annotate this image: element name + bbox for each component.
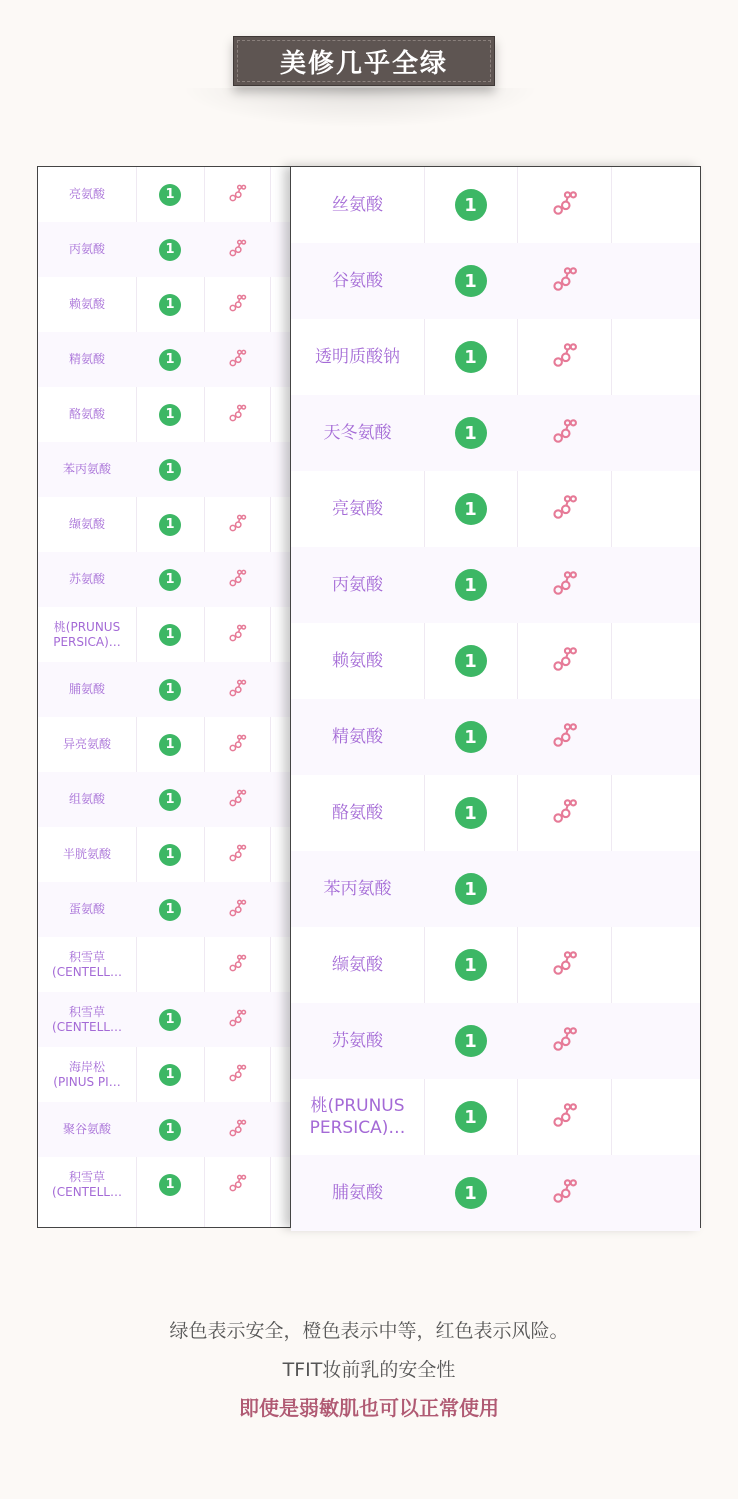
ingredient-row <box>291 927 700 1003</box>
safety-cell <box>424 721 517 753</box>
safety-score-badge: 1 <box>159 514 181 536</box>
feature-cell <box>517 1025 611 1057</box>
safety-cell <box>136 459 204 481</box>
safety-cell <box>424 1025 517 1057</box>
ingredient-row <box>38 1102 316 1157</box>
ingredient-row <box>38 607 316 662</box>
safety-cell <box>136 404 204 426</box>
moisturizing-molecule-icon <box>227 1173 247 1197</box>
feature-cell <box>204 183 270 207</box>
ingredient-name: 蛋氨酸 <box>68 902 105 916</box>
ingredient-row <box>291 471 700 547</box>
feature-cell <box>204 1008 270 1032</box>
ingredient-name: 苯丙氨酸 <box>323 879 392 899</box>
safety-cell <box>136 844 204 866</box>
ingredient-name: 脯氨酸 <box>68 682 105 696</box>
moisturizing-molecule-icon <box>227 1063 247 1087</box>
moisturizing-molecule-icon <box>550 341 578 373</box>
feature-cell <box>517 189 611 221</box>
ingredient-row <box>291 319 700 395</box>
ingredient-name: 赖氨酸 <box>332 651 383 671</box>
ingredient-row <box>38 992 316 1047</box>
feature-cell <box>204 568 270 592</box>
moisturizing-molecule-icon <box>227 293 247 317</box>
moisturizing-molecule-icon <box>227 238 247 262</box>
safety-score-badge: 1 <box>455 189 487 221</box>
safety-score-badge: 1 <box>455 949 487 981</box>
ingredient-row <box>291 851 700 927</box>
safety-cell <box>424 189 517 221</box>
feature-cell <box>204 403 270 427</box>
moisturizing-molecule-icon <box>550 1101 578 1133</box>
ingredient-row <box>38 387 316 442</box>
ingredient-row <box>291 1155 700 1231</box>
moisturizing-molecule-icon <box>550 1025 578 1057</box>
safety-cell <box>136 184 204 206</box>
feature-cell <box>517 569 611 601</box>
moisturizing-molecule-icon <box>227 623 247 647</box>
safety-score-badge: 1 <box>455 1177 487 1209</box>
feature-cell <box>204 348 270 372</box>
feature-cell <box>204 1173 270 1197</box>
safety-score-badge: 1 <box>455 569 487 601</box>
ingredient-name: 丙氨酸 <box>332 575 383 595</box>
ingredient-row <box>291 623 700 699</box>
safety-cell <box>136 899 204 921</box>
product-safety-text: TFIT妆前乳的安全性 <box>282 1359 456 1381</box>
feature-cell <box>517 1101 611 1133</box>
sensitive-skin-note: 即使是弱敏肌也可以正常使用 <box>239 1396 499 1420</box>
safety-score-badge: 1 <box>159 349 181 371</box>
moisturizing-molecule-icon <box>227 1008 247 1032</box>
safety-score-badge: 1 <box>159 184 181 206</box>
ingredient-name: 精氨酸 <box>68 352 105 366</box>
ingredient-name: 苏氨酸 <box>332 1031 383 1051</box>
safety-score-badge: 1 <box>159 404 181 426</box>
safety-cell <box>136 349 204 371</box>
title-shadow <box>180 88 540 128</box>
feature-cell <box>204 293 270 317</box>
safety-cell <box>424 645 517 677</box>
safety-cell <box>136 294 204 316</box>
safety-cell <box>424 1101 517 1133</box>
moisturizing-molecule-icon <box>550 721 578 753</box>
feature-cell <box>204 953 270 977</box>
ingredient-name: 聚谷氨酸 <box>62 1122 111 1136</box>
safety-cell <box>136 679 204 701</box>
safety-cell <box>136 789 204 811</box>
ingredient-name: 积雪草 (CENTELL… <box>52 949 122 979</box>
safety-cell <box>424 569 517 601</box>
feature-cell <box>517 645 611 677</box>
moisturizing-molecule-icon <box>227 348 247 372</box>
moisturizing-molecule-icon <box>550 645 578 677</box>
ingredient-name: 桃(PRUNUS PERSICA)… <box>53 619 121 649</box>
ingredient-row <box>38 937 316 992</box>
feature-cell <box>517 341 611 373</box>
safety-score-badge: 1 <box>159 844 181 866</box>
ingredient-row <box>38 497 316 552</box>
safety-cell <box>424 493 517 525</box>
ingredient-name: 赖氨酸 <box>68 297 105 311</box>
safety-cell <box>136 734 204 756</box>
ingredient-row <box>291 1003 700 1079</box>
feature-cell <box>204 678 270 702</box>
safety-score-badge: 1 <box>159 1174 181 1196</box>
safety-cell <box>424 417 517 449</box>
moisturizing-molecule-icon <box>227 843 247 867</box>
feature-cell <box>517 1177 611 1209</box>
feature-cell <box>517 797 611 829</box>
ingredient-name: 亮氨酸 <box>68 187 105 201</box>
feature-cell <box>517 417 611 449</box>
ingredient-row <box>38 167 316 222</box>
feature-cell <box>204 733 270 757</box>
ingredient-row <box>38 827 316 882</box>
safety-score-badge: 1 <box>159 239 181 261</box>
moisturizing-molecule-icon <box>550 493 578 525</box>
ingredient-row <box>291 699 700 775</box>
ingredient-row <box>291 775 700 851</box>
ingredient-row <box>38 717 316 772</box>
ingredient-row <box>38 662 316 717</box>
moisturizing-molecule-icon <box>550 265 578 297</box>
safety-score-badge: 1 <box>455 797 487 829</box>
ingredient-name: 精氨酸 <box>332 727 383 747</box>
safety-score-badge: 1 <box>159 624 181 646</box>
ingredient-row <box>291 547 700 623</box>
ingredient-row <box>291 1079 700 1155</box>
safety-cell <box>424 797 517 829</box>
moisturizing-molecule-icon <box>227 1118 247 1142</box>
ingredient-row <box>38 552 316 607</box>
ingredient-row <box>291 395 700 471</box>
ingredient-name: 缬氨酸 <box>68 517 105 531</box>
safety-cell <box>136 1174 204 1196</box>
feature-cell <box>204 1118 270 1142</box>
moisturizing-molecule-icon <box>227 513 247 537</box>
safety-score-badge: 1 <box>455 1025 487 1057</box>
ingredient-name: 苯丙氨酸 <box>62 462 111 476</box>
ingredient-name: 积雪草 (CENTELL… <box>52 1004 122 1034</box>
safety-score-badge: 1 <box>159 1009 181 1031</box>
feature-cell <box>517 721 611 753</box>
feature-cell <box>204 788 270 812</box>
ingredient-row <box>291 243 700 319</box>
safety-cell <box>424 1177 517 1209</box>
safety-cell <box>136 1064 204 1086</box>
safety-score-badge: 1 <box>159 899 181 921</box>
safety-score-badge: 1 <box>455 645 487 677</box>
ingredient-row <box>38 222 316 277</box>
ingredient-row <box>38 1157 316 1212</box>
moisturizing-molecule-icon <box>550 417 578 449</box>
ingredient-name: 海岸松 (PINUS PI… <box>53 1059 121 1089</box>
feature-cell <box>517 493 611 525</box>
ingredient-name: 丝氨酸 <box>332 195 383 215</box>
ingredient-name: 脯氨酸 <box>332 1183 383 1203</box>
moisturizing-molecule-icon <box>550 949 578 981</box>
ingredient-name: 苏氨酸 <box>68 572 105 586</box>
safety-score-badge: 1 <box>455 417 487 449</box>
moisturizing-molecule-icon <box>550 797 578 829</box>
ingredient-row <box>38 772 316 827</box>
ingredient-table-back <box>37 166 317 1228</box>
safety-score-badge: 1 <box>455 1101 487 1133</box>
safety-score-badge: 1 <box>159 459 181 481</box>
ingredient-name: 酪氨酸 <box>332 803 383 823</box>
safety-cell <box>136 569 204 591</box>
ingredient-name: 谷氨酸 <box>332 271 383 291</box>
moisturizing-molecule-icon <box>227 568 247 592</box>
moisturizing-molecule-icon <box>227 183 247 207</box>
feature-cell <box>517 265 611 297</box>
moisturizing-molecule-icon <box>227 898 247 922</box>
safety-score-badge: 1 <box>159 734 181 756</box>
ingredient-row <box>38 442 316 497</box>
safety-cell <box>136 1119 204 1141</box>
moisturizing-molecule-icon <box>227 733 247 757</box>
moisturizing-molecule-icon <box>550 569 578 601</box>
ingredient-name: 天冬氨酸 <box>323 423 392 443</box>
ingredient-name: 组氨酸 <box>68 792 105 806</box>
safety-cell <box>136 514 204 536</box>
feature-cell <box>517 949 611 981</box>
ingredient-row <box>38 277 316 332</box>
safety-score-badge: 1 <box>159 679 181 701</box>
safety-cell <box>424 949 517 981</box>
feature-cell <box>204 623 270 647</box>
safety-score-badge: 1 <box>455 721 487 753</box>
safety-cell <box>424 341 517 373</box>
ingredient-name: 半胱氨酸 <box>62 847 111 861</box>
ingredient-name: 异亮氨酸 <box>62 737 111 751</box>
safety-cell <box>136 624 204 646</box>
safety-cell <box>424 873 517 905</box>
safety-score-badge: 1 <box>159 1064 181 1086</box>
safety-score-badge: 1 <box>455 873 487 905</box>
feature-cell <box>204 898 270 922</box>
safety-score-badge: 1 <box>159 1119 181 1141</box>
safety-score-badge: 1 <box>159 294 181 316</box>
title-banner <box>0 0 738 150</box>
ingredient-row <box>38 1047 316 1102</box>
feature-cell <box>204 1063 270 1087</box>
moisturizing-molecule-icon <box>550 1177 578 1209</box>
moisturizing-molecule-icon <box>227 403 247 427</box>
ingredient-row <box>38 332 316 387</box>
ingredient-name: 亮氨酸 <box>332 499 383 519</box>
legend-text: 绿色表示安全，橙色表示中等，红色表示风险。 <box>169 1320 569 1342</box>
safety-cell <box>136 1009 204 1031</box>
safety-score-badge: 1 <box>455 341 487 373</box>
moisturizing-molecule-icon <box>227 678 247 702</box>
safety-score-badge: 1 <box>455 493 487 525</box>
safety-score-badge: 1 <box>159 789 181 811</box>
safety-cell <box>136 239 204 261</box>
ingredient-name: 缬氨酸 <box>332 955 383 975</box>
feature-cell <box>204 513 270 537</box>
feature-cell <box>204 238 270 262</box>
ingredient-name: 桃(PRUNUS PERSICA)… <box>309 1096 406 1138</box>
page-title: 美修几乎全绿 <box>233 36 495 86</box>
safety-score-badge: 1 <box>159 569 181 591</box>
moisturizing-molecule-icon <box>550 189 578 221</box>
ingredient-row <box>291 167 700 243</box>
ingredient-name: 酪氨酸 <box>68 407 105 421</box>
ingredient-name: 积雪草 (CENTELL… <box>52 1169 122 1199</box>
moisturizing-molecule-icon <box>227 788 247 812</box>
moisturizing-molecule-icon <box>227 953 247 977</box>
safety-cell <box>424 265 517 297</box>
safety-score-badge: 1 <box>455 265 487 297</box>
feature-cell <box>204 843 270 867</box>
ingredient-table-front <box>290 166 701 1228</box>
ingredient-row <box>38 882 316 937</box>
ingredient-name: 透明质酸钠 <box>315 347 400 367</box>
ingredient-name: 丙氨酸 <box>68 242 105 256</box>
